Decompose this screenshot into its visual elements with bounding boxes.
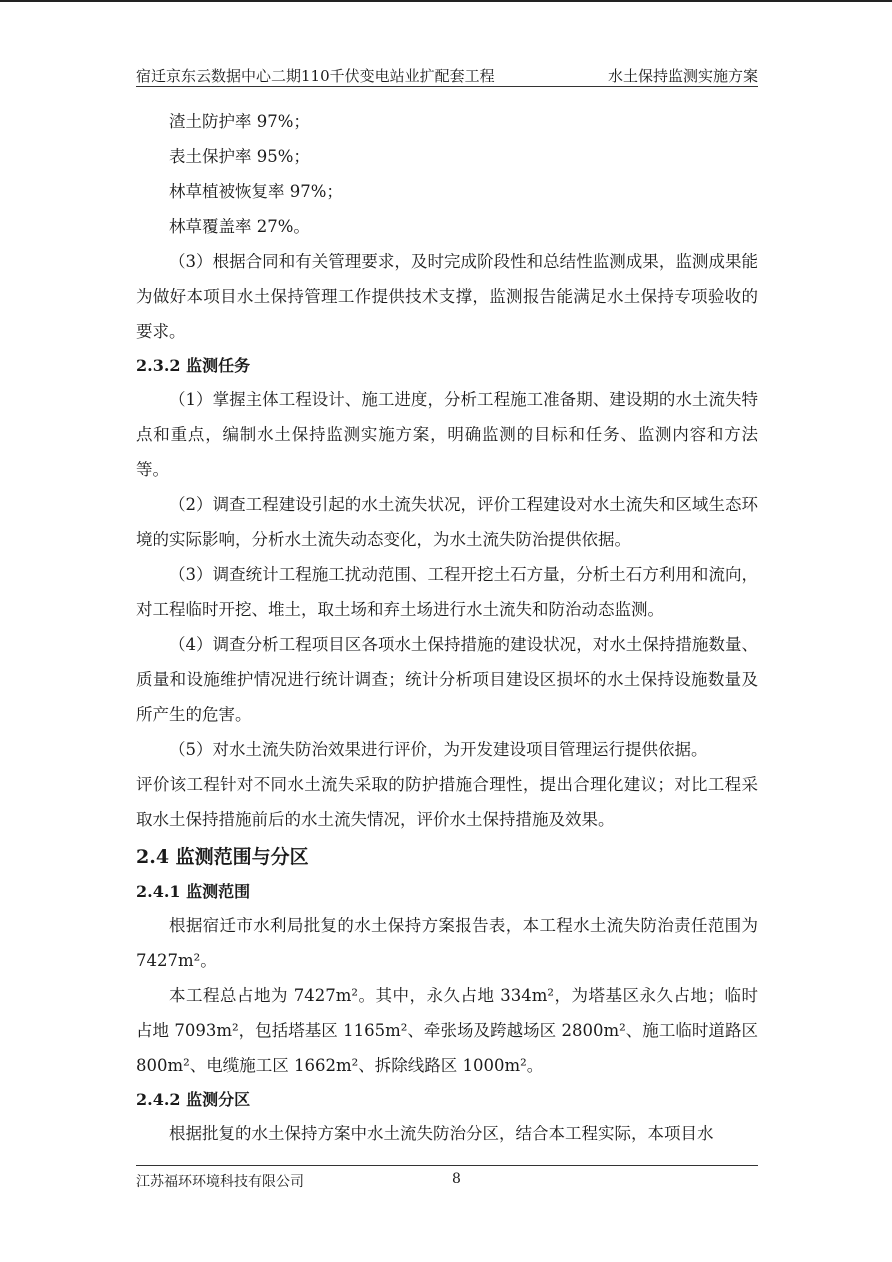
page-body bbox=[136, 104, 758, 1151]
task-item-4: （4）调查分析工程项目区各项水土保持措施的建设状况，对水土保持措施数量、质量和设施维护情况进行统计调查；统计分析项目建设区损坏的水土保持设施数量及所产生的危害。 bbox=[136, 635, 758, 724]
task-item-5-continued: 评价该工程针对不同水土流失采取的防护措施合理性，提出合理化建议；对比工程采取水土保持措施前后的水土流失情况，评价水土保持措施及效果。 bbox=[136, 775, 758, 829]
section-heading-2-3-2: 2.3.2 监测任务 bbox=[136, 356, 251, 375]
page-footer bbox=[136, 1165, 758, 1192]
zoning-paragraph-1: 根据批复的水土保持方案中水土流失防治分区，结合本工程实际，本项目水 bbox=[169, 1124, 714, 1143]
scope-paragraph-2: 本工程总占地为 7427m²。其中，永久占地 334m²，为塔基区永久占地；临时占地 7093m²，包括塔基区 1165m²、牵张场及跨越场区 2800m²、施工临时道路区 800m²、电缆施工区 1662m²、拆除线路区 1000m²。 bbox=[136, 986, 758, 1075]
target-item: 渣土防护率 97%； bbox=[169, 112, 310, 131]
header-project-title: 宿迁京东云数据中心二期110千伏变电站业扩配套工程 bbox=[136, 67, 495, 85]
scope-paragraph-1: 根据宿迁市水利局批复的水土保持方案报告表，本工程水土流失防治责任范围为 7427m²。 bbox=[136, 916, 758, 970]
section-heading-2-4-1: 2.4.1 监测范围 bbox=[136, 882, 251, 901]
target-item: 林草覆盖率 27%。 bbox=[169, 217, 310, 236]
task-item-5: （5）对水土流失防治效果进行评价，为开发建设项目管理运行提供依据。 bbox=[169, 740, 708, 759]
section-heading-2-4: 2.4 监测范围与分区 bbox=[136, 846, 309, 868]
task-item-2: （2）调查工程建设引起的水土流失状况，评价工程建设对水土流失和区域生态环境的实际影响，分析水土流失动态变化，为水土流失防治提供依据。 bbox=[136, 495, 758, 549]
target-item: 林草植被恢复率 97%； bbox=[169, 182, 343, 201]
section-heading-2-4-2: 2.4.2 监测分区 bbox=[136, 1090, 251, 1109]
top-border-line bbox=[0, 0, 892, 2]
page-header bbox=[136, 62, 758, 87]
target-item: 表土保护率 95%； bbox=[169, 147, 310, 166]
footer-company: 江苏福环环境科技有限公司 bbox=[136, 1174, 304, 1190]
task-item-1: （1）掌握主体工程设计、施工进度，分析工程施工准备期、建设期的水土流失特点和重点，编制水土保持监测实施方案，明确监测的目标和任务、监测内容和方法等。 bbox=[136, 390, 758, 479]
page-number: 8 bbox=[452, 1171, 461, 1187]
task-item-3: （3）调查统计工程施工扰动范围、工程开挖土石方量，分析土石方利用和流向，对工程临时开挖、堆土，取土场和弃土场进行水土流失和防治动态监测。 bbox=[136, 565, 758, 619]
header-document-title: 水土保持监测实施方案 bbox=[607, 67, 758, 85]
paragraph-item-3: （3）根据合同和有关管理要求，及时完成阶段性和总结性监测成果，监测成果能为做好本项目水土保持管理工作提供技术支撑，监测报告能满足水土保持专项验收的要求。 bbox=[136, 252, 758, 341]
